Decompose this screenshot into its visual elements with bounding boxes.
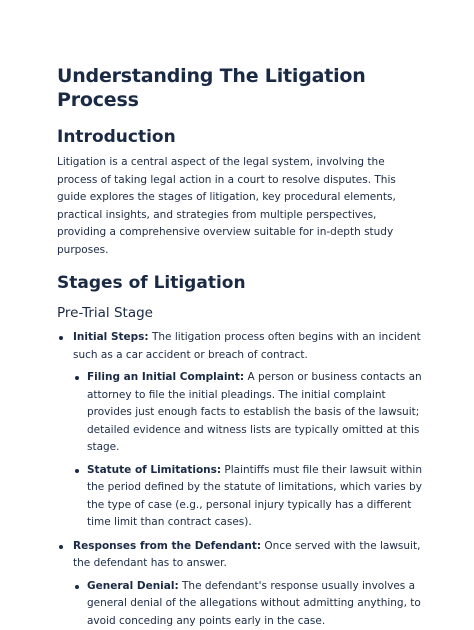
pretrial-heading: Pre-Trial Stage <box>57 304 422 322</box>
list-item <box>57 538 422 630</box>
list-item-text <box>73 538 422 573</box>
list-item-text <box>87 578 422 630</box>
list-item-body: The defendant's response usually involves a general denial of the allegations without admitting anything, to avoid conceding any points early in the case. <box>87 580 421 627</box>
document-title: Understanding The Litigation Process <box>57 64 422 112</box>
stages-heading: Stages of Litigation <box>57 272 422 294</box>
list-item-body: Once served with the lawsuit, the defendant has to answer. <box>73 540 420 570</box>
bullet-icon <box>75 469 79 473</box>
bullet-icon <box>75 376 79 380</box>
bullet-icon <box>59 545 63 549</box>
list-item-term: Filing an Initial Complaint: <box>87 371 244 383</box>
list-item-text <box>87 369 422 457</box>
sub-list <box>73 369 422 532</box>
list-item-body: Plaintiffs must file their lawsuit within the period defined by the statute of limitations, which varies by the type of case (e.g., personal injury typically has a different time limit than contract cases). <box>87 464 422 529</box>
list-item-body: The litigation process often begins with an incident such as a car accident or breach of contract. <box>73 331 421 361</box>
list-item <box>73 578 422 630</box>
bullet-icon <box>59 336 63 340</box>
list-item-body: A person or business contacts an attorney to file the initial pleadings. The initial complaint provides just enough facts to establish the basis of the lawsuit; detailed evidence and witness lists are typically omitted at this stage. <box>87 371 422 453</box>
bullet-icon <box>75 585 79 589</box>
list-item-term: General Denial: <box>87 580 179 592</box>
introduction-paragraph: Litigation is a central aspect of the legal system, involving the process of taking legal action in a court to resolve disputes. This guide explores the stages of litigation, key procedural elements, practical insights, and strategies from multiple perspectives, providing a comprehensive overview suitable for in-depth study purposes. <box>57 154 422 259</box>
list-item-term: Statute of Limitations: <box>87 464 221 476</box>
list-item <box>73 462 422 532</box>
pretrial-list <box>57 329 422 630</box>
introduction-heading: Introduction <box>57 126 422 148</box>
list-item-text <box>87 462 422 532</box>
list-item-text <box>73 329 422 364</box>
list-item-term: Responses from the Defendant: <box>73 540 261 552</box>
list-item <box>73 369 422 457</box>
sub-list <box>73 578 422 630</box>
list-item-term: Initial Steps: <box>73 331 149 343</box>
list-item <box>57 329 422 532</box>
